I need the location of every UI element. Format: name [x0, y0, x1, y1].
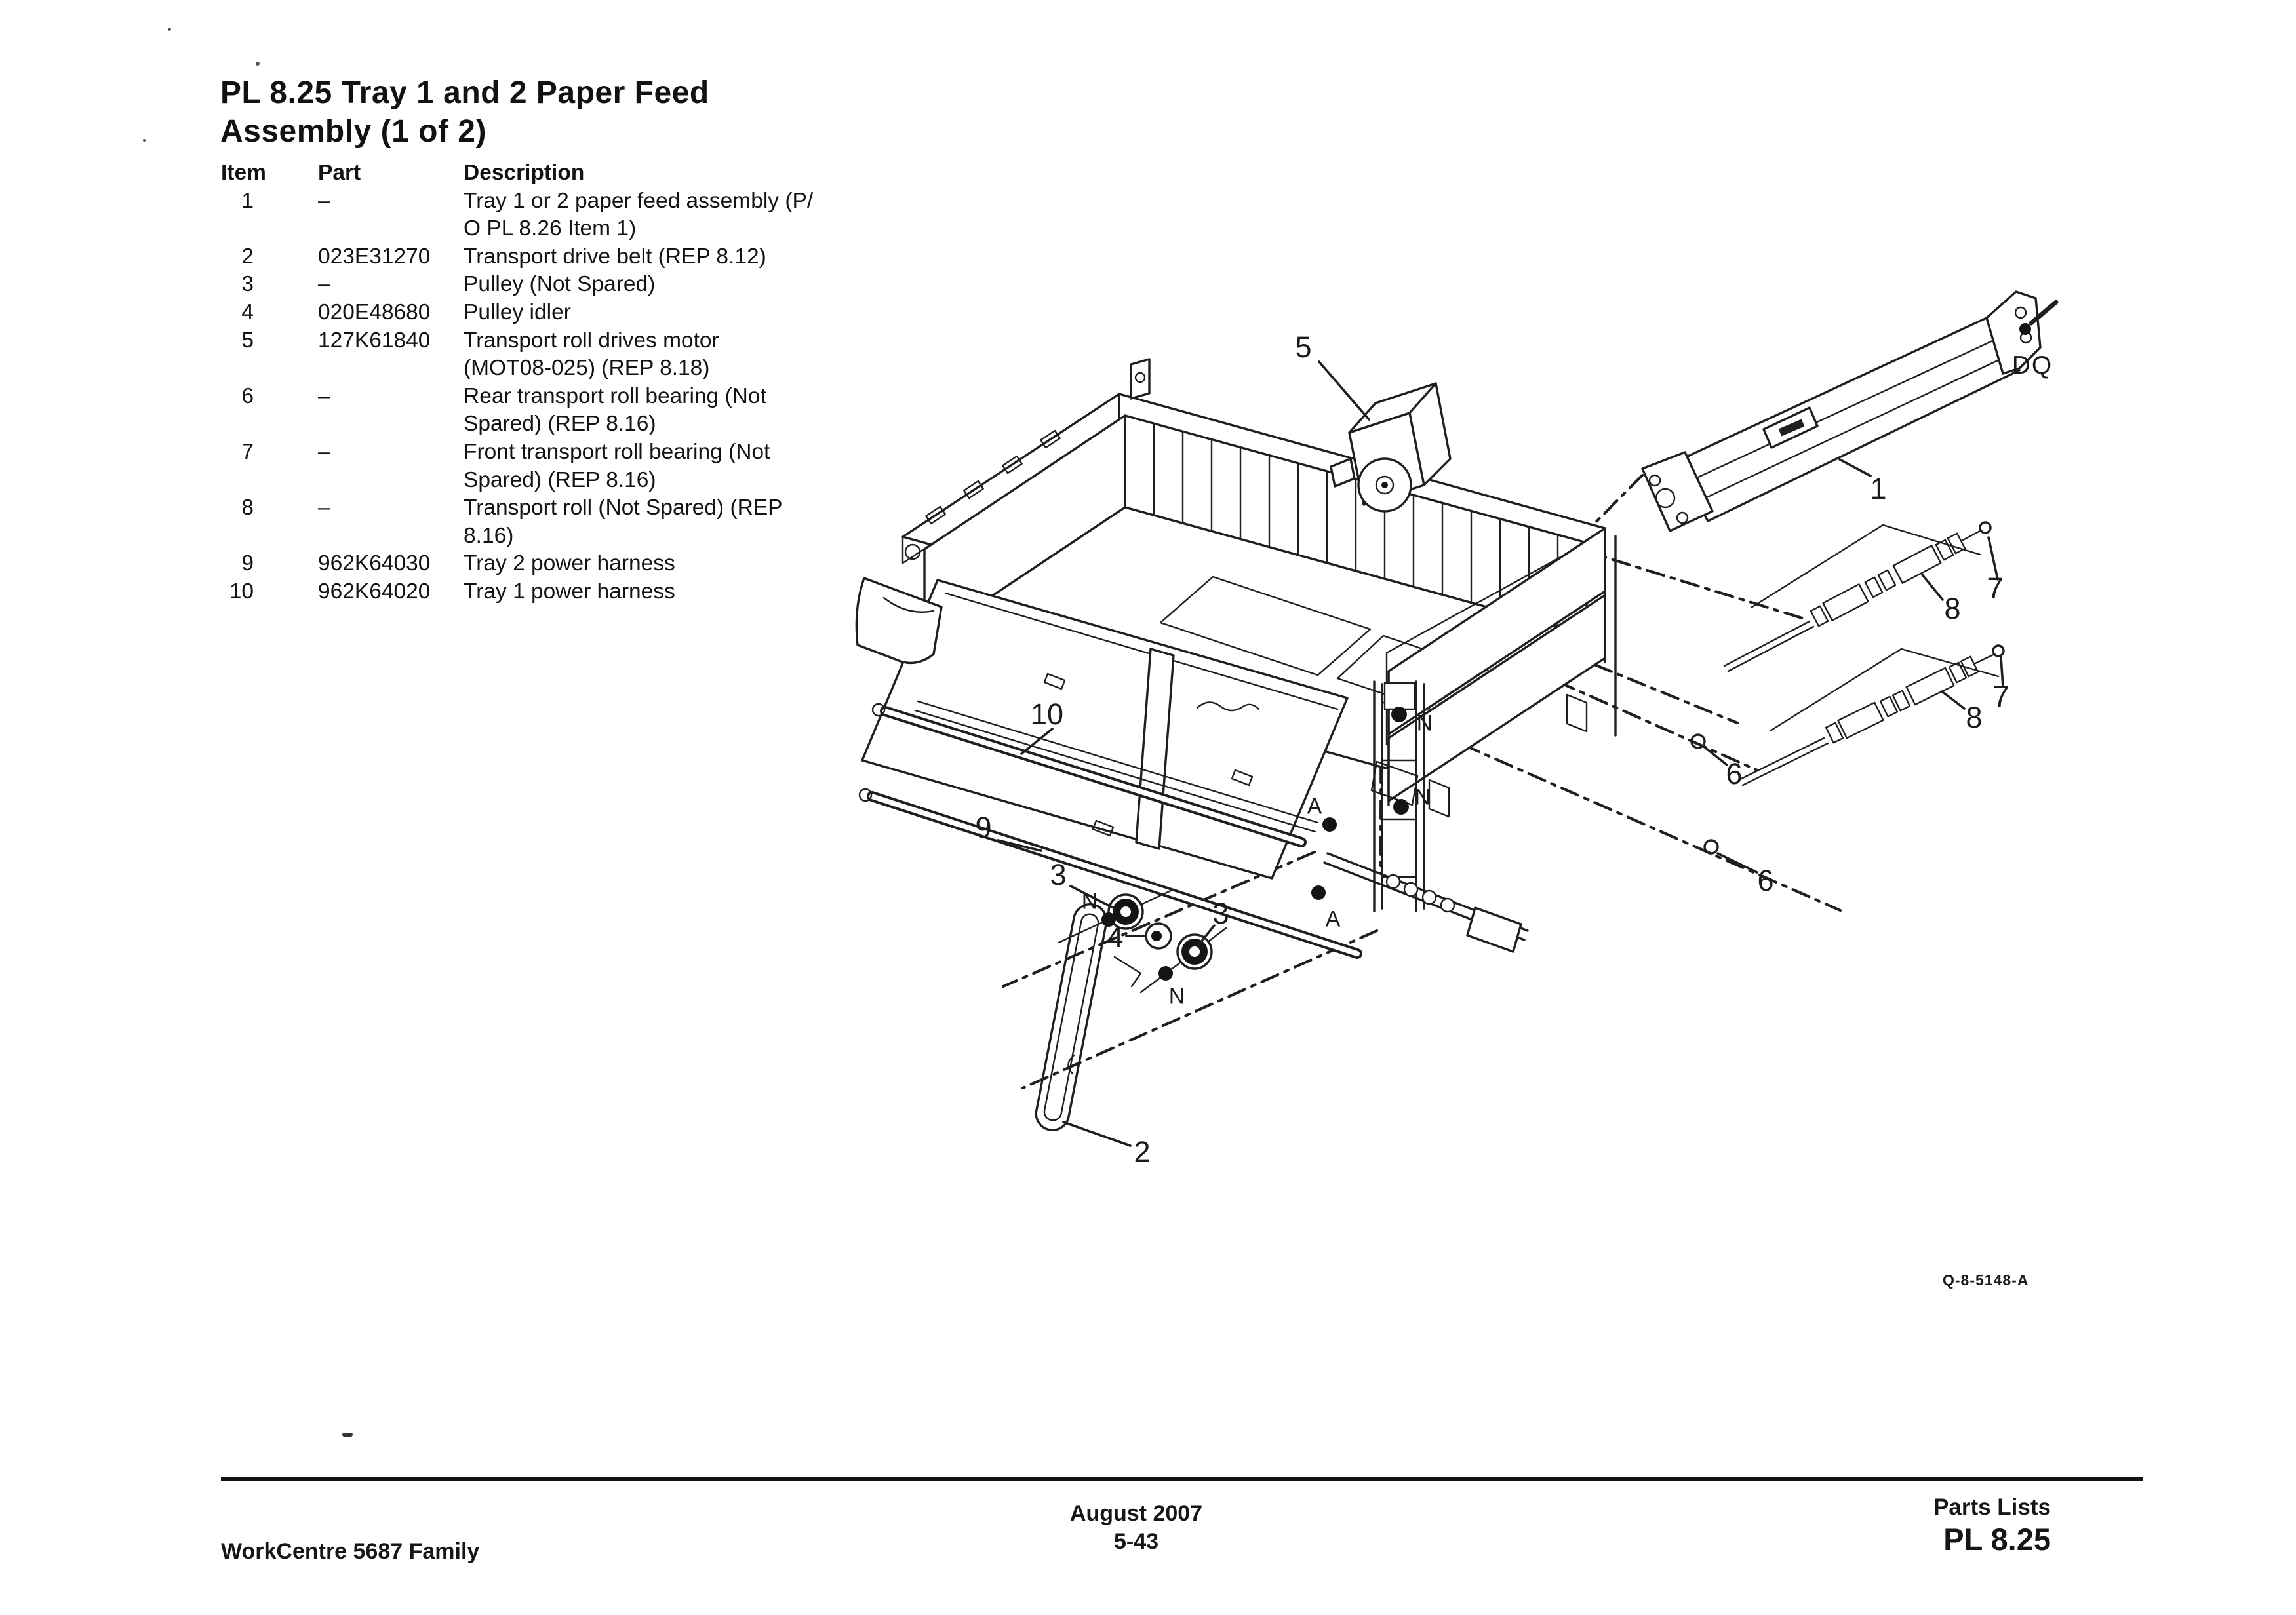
callout-pulley-a: 3 — [1050, 858, 1067, 891]
cell-item: 3 — [241, 272, 254, 297]
callout-pulley-idler: 4 — [1107, 920, 1124, 954]
callout-n-1: N — [1081, 889, 1098, 914]
transport-roll-rear — [1724, 522, 1990, 671]
table-row — [221, 243, 818, 271]
cell-description: Rear transport roll bearing (Not Spared) (REP 8.16) — [464, 383, 766, 437]
callout-a-2: A — [1325, 906, 1341, 932]
callout-roll-front: 8 — [1966, 701, 1983, 734]
header-part: Part — [318, 161, 361, 185]
footer-product: WorkCentre 5687 Family — [221, 1539, 480, 1564]
cell-item: 6 — [241, 383, 254, 408]
header-description: Description — [464, 161, 585, 185]
cell-item: 7 — [241, 439, 254, 464]
cell-part: – — [318, 439, 330, 464]
cell-part: 962K64030 — [318, 551, 431, 576]
cell-item: 9 — [241, 551, 254, 576]
cell-description: Transport roll (Not Spared) (REP 8.16) — [464, 496, 783, 548]
table-row — [221, 299, 818, 327]
roll-bearings — [1692, 735, 1718, 853]
callout-harness-tray2: 9 — [975, 811, 992, 844]
callout-harness-tray1: 10 — [1030, 697, 1064, 731]
cell-description: Pulley (Not Spared) — [464, 272, 656, 297]
callout-bearing-6b: 6 — [1757, 864, 1774, 897]
footer-right — [1723, 1495, 2051, 1557]
cell-item: 5 — [241, 328, 254, 353]
footer-center — [1005, 1500, 1267, 1556]
exploded-view-figure — [839, 275, 2157, 1324]
callout-pulley-b: 3 — [1212, 897, 1229, 930]
table-row — [221, 494, 818, 550]
scan-speck — [143, 139, 146, 142]
callout-belt: 2 — [1134, 1135, 1151, 1169]
callout-roll-rear: 8 — [1944, 592, 1961, 625]
callout-bearing-6a: 6 — [1726, 757, 1743, 790]
scan-speck — [256, 62, 260, 66]
cell-part: – — [318, 496, 330, 520]
cell-description: Front transport roll bearing (Not Spared) (REP 8.16) — [464, 439, 770, 492]
scan-mark — [342, 1433, 353, 1437]
callout-n-4: N — [1168, 984, 1185, 1009]
callout-n-3: N — [1414, 785, 1431, 810]
footer-section: Parts Lists — [1933, 1494, 2051, 1520]
parts-table-header — [221, 159, 818, 187]
scan-speck — [168, 28, 171, 31]
figure-code: Q-8-5148-A — [1943, 1272, 2029, 1289]
cell-part: 962K64020 — [318, 579, 431, 604]
page-title-line-1: PL 8.25 Tray 1 and 2 Paper Feed — [220, 75, 709, 110]
cell-item: 4 — [241, 300, 254, 324]
table-row — [221, 187, 818, 243]
cell-part: – — [318, 272, 330, 297]
callout-bearing-front: 7 — [1992, 680, 2009, 713]
table-row — [221, 550, 818, 578]
cell-part: 020E48680 — [318, 300, 431, 324]
cell-item: 1 — [241, 188, 254, 213]
callout-bearing-rear: 7 — [1987, 572, 2004, 605]
footer-rule — [221, 1477, 2143, 1481]
table-row — [221, 327, 818, 383]
cell-part: – — [318, 383, 330, 408]
table-row — [221, 438, 818, 494]
page-title — [220, 73, 709, 151]
cell-description: Pulley idler — [464, 300, 571, 324]
cell-description: Transport roll drives motor (MOT08-025) (REP 8.18) — [464, 328, 719, 381]
callout-dq: DQ — [2011, 351, 2053, 379]
callout-motor: 5 — [1295, 330, 1312, 364]
transport-roll-front — [1739, 646, 2004, 785]
table-row — [221, 271, 818, 299]
cell-item: 2 — [241, 244, 254, 269]
paper-feed-assembly — [1642, 292, 2040, 531]
cell-item: 10 — [229, 579, 254, 604]
cell-item: 8 — [241, 496, 254, 520]
cell-part: 127K61840 — [318, 328, 431, 353]
page-title-line-2: Assembly (1 of 2) — [220, 114, 486, 149]
parts-table — [221, 159, 818, 606]
cell-description: Tray 2 power harness — [464, 551, 675, 576]
cell-description: Tray 1 power harness — [464, 579, 675, 604]
callout-feed-assembly: 1 — [1870, 472, 1887, 505]
table-row — [221, 383, 818, 438]
table-row — [221, 578, 818, 606]
callout-n-2: N — [1416, 710, 1433, 736]
footer-page-number: 5-43 — [1113, 1529, 1159, 1554]
callout-a-1: A — [1307, 794, 1322, 819]
cell-description: Transport drive belt (REP 8.12) — [464, 244, 766, 269]
header-item: Item — [221, 161, 266, 185]
cell-part: 023E31270 — [318, 244, 431, 269]
footer-date: August 2007 — [1069, 1501, 1203, 1526]
cell-part: – — [318, 188, 330, 213]
cell-description: Tray 1 or 2 paper feed assembly (P/ O PL 8.26 Item 1) — [464, 188, 814, 241]
footer-section-code: PL 8.25 — [1943, 1522, 2051, 1557]
